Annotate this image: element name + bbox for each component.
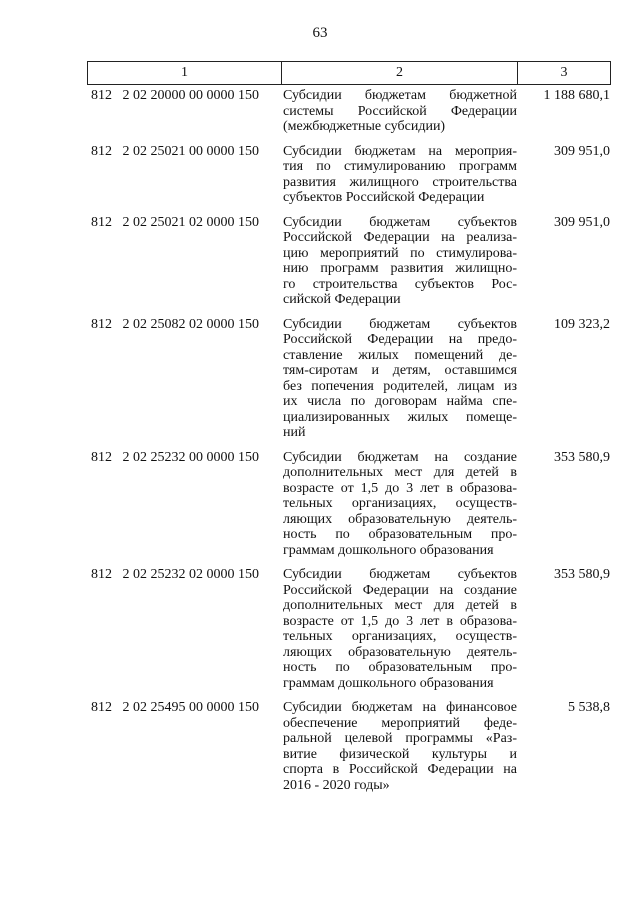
amount-value: 309 951,0: [554, 143, 610, 159]
description-line: граммам дошкольного образования: [283, 542, 494, 558]
budget-code: 812 2 02 25495 00 0000 150: [91, 700, 259, 715]
description-line: сийской Федерации: [283, 292, 401, 307]
description-line: витие физической культуры и: [283, 746, 517, 762]
description-line: дополнительных мест для детей в: [283, 465, 517, 480]
table-body: [0, 88, 640, 802]
description-line: ность по образовательным про-: [283, 527, 517, 542]
table-row: [0, 567, 640, 691]
description-line: цию мероприятий по стимулирова-: [283, 245, 517, 261]
description-line: развития жилищного строительства: [283, 174, 517, 190]
description-line: (межбюджетные субсидии): [283, 119, 446, 134]
amount-value: 1 188 680,1: [543, 88, 610, 103]
description-line: Субсидии бюджетам бюджетной: [283, 88, 517, 103]
description-line: ставление жилых помещений де-: [283, 347, 517, 363]
amount-value: 309 951,0: [554, 214, 610, 230]
income-description: [283, 144, 517, 206]
amount-value: 109 323,2: [554, 316, 610, 332]
description-line: Российской Федерации на реализа-: [283, 230, 517, 245]
table-row: [0, 317, 640, 441]
income-description: [283, 700, 517, 793]
description-line: Российской Федерации на создание: [283, 582, 517, 598]
page-number: 63: [312, 25, 328, 41]
description-line: тельных организациях, осуществ-: [283, 629, 517, 644]
income-description: [283, 567, 517, 691]
description-line: без попечения родителей, лицам из: [283, 378, 517, 394]
amount-value: 5 538,8: [568, 700, 610, 715]
description-line: ний: [283, 425, 306, 440]
budget-code: 812 2 02 25021 02 0000 150: [91, 214, 259, 230]
description-line: Субсидии бюджетам на финансовое: [283, 700, 517, 715]
column-header-1: 1: [88, 62, 282, 84]
description-line: тия по стимулированию программ: [283, 159, 517, 174]
amount-value: 353 580,9: [554, 449, 610, 465]
description-line: нию программ развития жилищно-: [283, 261, 517, 276]
description-line: возрасте от 1,5 до 3 лет в образова-: [283, 613, 517, 629]
description-line: го строительства субъектов Рос-: [283, 276, 517, 292]
table-row: [0, 88, 640, 135]
description-line: ральной целевой программы «Раз-: [283, 731, 517, 746]
description-line: Субсидии бюджетам субъектов: [283, 316, 517, 332]
description-line: обеспечение мероприятий феде-: [283, 715, 517, 731]
description-line: ляющих образовательную деятель-: [283, 644, 517, 660]
description-line: возрасте от 1,5 до 3 лет в образова-: [283, 480, 517, 496]
table-row: [0, 144, 640, 206]
description-line: субъектов Российской Федерации: [283, 190, 485, 205]
description-line: ность по образовательным про-: [283, 660, 517, 675]
table-row: [0, 215, 640, 308]
description-line: ляющих образовательную деятель-: [283, 511, 517, 527]
column-header-2: 2: [282, 62, 518, 84]
budget-code: 812 2 02 20000 00 0000 150: [91, 88, 259, 103]
description-line: тельных организациях, осуществ-: [283, 496, 517, 511]
income-description: [283, 215, 517, 308]
budget-code: 812 2 02 25082 02 0000 150: [91, 316, 259, 332]
description-line: спорта в Российской Федерации на: [283, 762, 517, 777]
description-line: Субсидии бюджетам на мероприя-: [283, 143, 517, 159]
description-line: Российской Федерации на предо-: [283, 332, 517, 347]
description-line: Субсидии бюджетам на создание: [283, 449, 517, 465]
description-line: дополнительных мест для детей в: [283, 598, 517, 613]
income-description: [283, 317, 517, 441]
description-line: системы Российской Федерации: [283, 103, 517, 119]
description-line: Субсидии бюджетам субъектов: [283, 214, 517, 230]
budget-code: 812 2 02 25021 00 0000 150: [91, 143, 259, 159]
income-description: [283, 450, 517, 559]
income-description: [283, 88, 517, 135]
description-line: 2016 - 2020 годы»: [283, 777, 390, 793]
table-row: [0, 700, 640, 793]
column-header-3: 3: [560, 65, 568, 80]
budget-code: 812 2 02 25232 02 0000 150: [91, 567, 259, 582]
description-line: их числа по договорам найма спе-: [283, 394, 517, 409]
description-line: Субсидии бюджетам субъектов: [283, 567, 517, 582]
budget-code: 812 2 02 25232 00 0000 150: [91, 449, 259, 465]
table-header: [87, 61, 611, 85]
description-line: граммам дошкольного образования: [283, 675, 494, 691]
description-line: циализированных жилых помеще-: [283, 409, 517, 425]
amount-value: 353 580,9: [554, 567, 610, 582]
description-line: тям-сиротам и детям, оставшимся: [283, 363, 517, 378]
table-row: [0, 450, 640, 559]
